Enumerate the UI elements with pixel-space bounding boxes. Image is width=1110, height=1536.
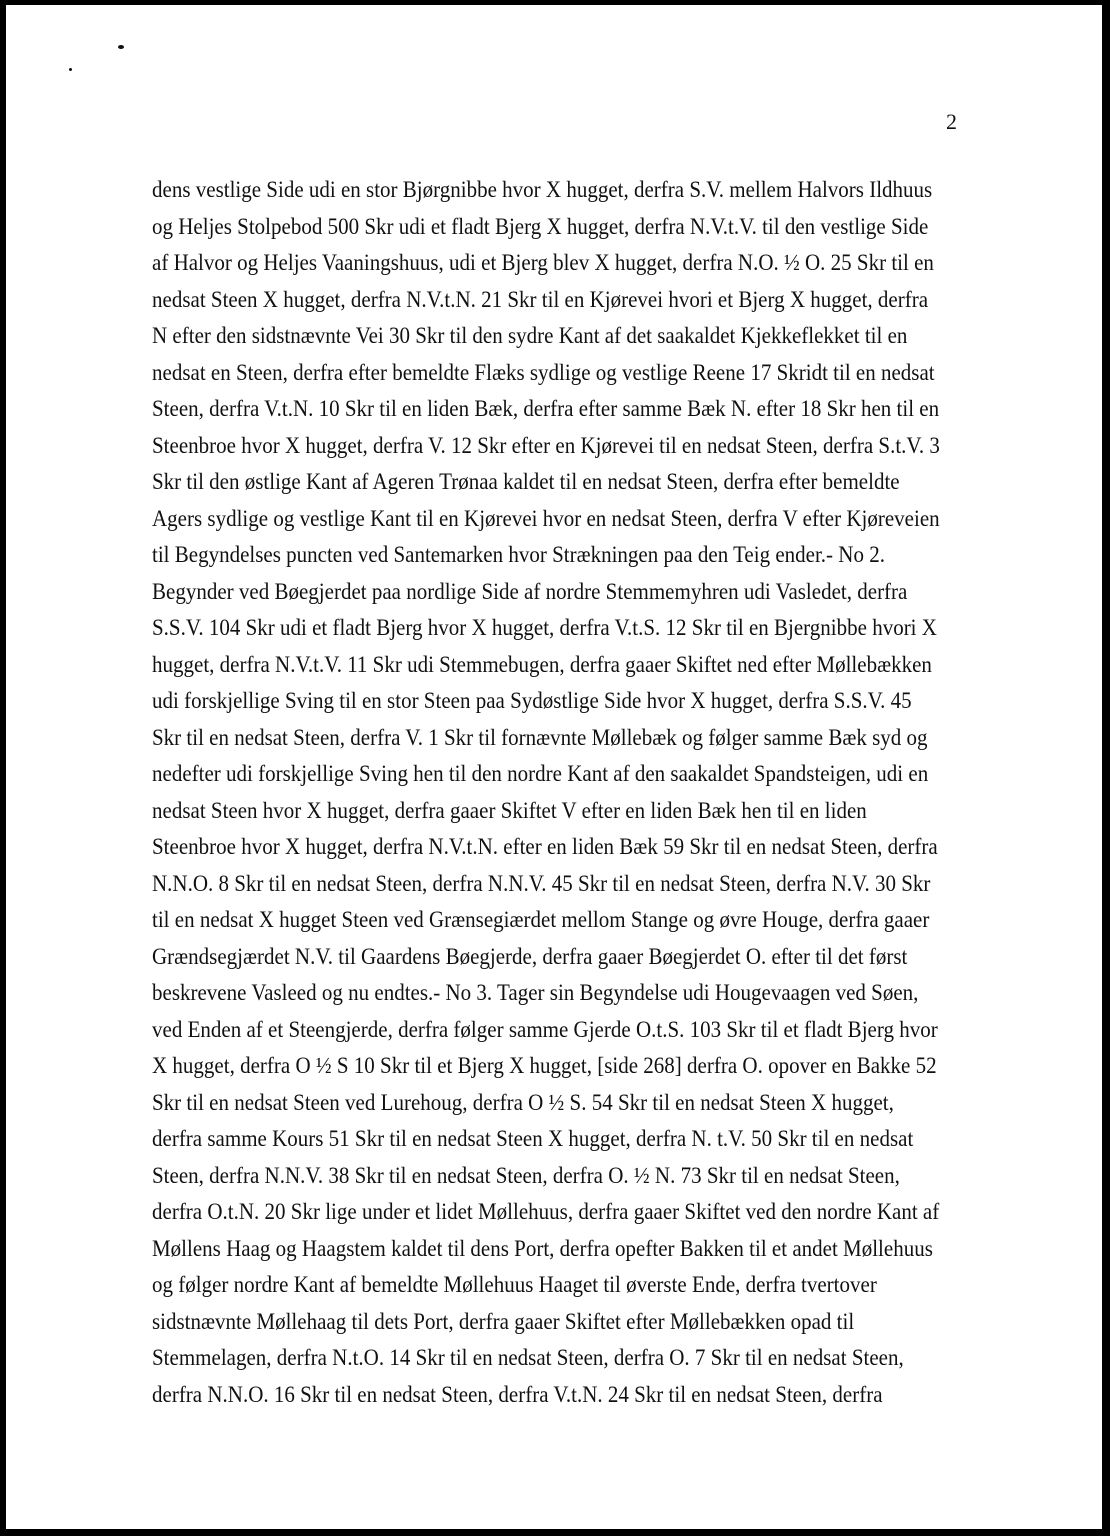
text-line: Steen, derfra V.t.N. 10 Skr til en liden Bæk, derfra efter samme Bæk N. efter 18 Skr hen til en xyxy=(152,394,940,422)
text-line: dens vestlige Side udi en stor Bjørgnibbe hvor X hugget, derfra S.V. mellem Halvors Ildhuus xyxy=(152,175,933,203)
text-line: derfra samme Kours 51 Skr til en nedsat Steen X hugget, derfra N. t.V. 50 Skr til en nedsat xyxy=(152,1124,914,1152)
text-line: og følger nordre Kant af bemeldte Møllehuus Haaget til øverste Ende, derfra tvertover xyxy=(152,1270,877,1298)
text-line: Agers sydlige og vestlige Kant til en Kjørevei hvor en nedsat Steen, derfra V efter Kjøreveien xyxy=(152,504,940,531)
text-line: N.N.O. 8 Skr til en nedsat Steen, derfra N.N.V. 45 Skr til en nedsat Steen, derfra N.V. 30 Skr xyxy=(152,869,931,896)
text-line: nedsat Steen X hugget, derfra N.V.t.N. 21 Skr til en Kjørevei hvori et Bjerg X hugget, derfra xyxy=(152,285,929,312)
text-line: nedsat en Steen, derfra efter bemeldte Flæks sydlige og vestlige Reene 17 Skridt til en nedsat xyxy=(152,358,935,385)
text-line: Skr til den østlige Kant af Ageren Trønaa kaldet til en nedsat Steen, derfra efter bemeldte xyxy=(152,467,900,495)
document-page xyxy=(6,5,1102,1529)
text-line: beskrevene Vasleed og nu endtes.- No 3. Tager sin Begyndelse udi Hougevaagen ved Søen, xyxy=(152,978,919,1006)
text-line: Steenbroe hvor X hugget, derfra N.V.t.N. efter en liden Bæk 59 Skr til en nedsat Steen, derfra xyxy=(152,832,938,860)
scan-speck xyxy=(69,68,72,71)
text-line: hugget, derfra N.V.t.V. 11 Skr udi Stemmebugen, derfra gaaer Skiftet ned efter Møllebækken xyxy=(152,650,932,677)
text-line: derfra O.t.N. 20 Skr lige under et lidet Møllehuus, derfra gaaer Skiftet ved den nordre Kant af xyxy=(152,1197,940,1225)
text-line: Møllens Haag og Haagstem kaldet til dens Port, derfra opefter Bakken til et andet Møllehuus xyxy=(152,1234,933,1261)
scan-speck xyxy=(118,45,124,49)
text-line: af Halvor og Heljes Vaaningshuus, udi et Bjerg blev X hugget, derfra N.O. ½ O. 25 Skr til en xyxy=(152,248,934,276)
text-line: N efter den sidstnævnte Vei 30 Skr til den sydre Kant af det saakaldet Kjekkeflekket til en xyxy=(152,321,908,349)
text-line: til en nedsat X hugget Steen ved Grænsegiærdet mellom Stange og øvre Houge, derfra gaaer xyxy=(152,905,930,933)
page-number: 2 xyxy=(946,109,957,134)
text-line: ved Enden af et Steengjerde, derfra følger samme Gjerde O.t.S. 103 Skr til et fladt Bjerg hvor xyxy=(152,1015,938,1042)
text-line: Stemmelagen, derfra N.t.O. 14 Skr til en nedsat Steen, derfra O. 7 Skr til en nedsat Steen, xyxy=(152,1343,904,1371)
text-line: Skr til en nedsat Steen, derfra V. 1 Skr til fornævnte Møllebæk og følger samme Bæk syd og xyxy=(152,723,928,750)
text-line: Steen, derfra N.N.V. 38 Skr til en nedsat Steen, derfra O. ½ N. 73 Skr til en nedsat Steen, xyxy=(152,1161,900,1188)
text-line: nedefter udi forskjellige Sving hen til den nordre Kant af den saakaldet Spandsteigen, udi en xyxy=(152,759,929,787)
text-line: sidstnævnte Møllehaag til dets Port, derfra gaaer Skiftet efter Møllebækken opad til xyxy=(152,1307,855,1334)
text-line: X hugget, derfra O ½ S 10 Skr til et Bjerg X hugget, [side 268] derfra O. opover en Bakke 52 xyxy=(152,1051,937,1079)
text-line: til Begyndelses puncten ved Santemarken hvor Strækningen paa den Teig ender.- No 2. xyxy=(152,540,885,568)
text-line: S.S.V. 104 Skr udi et fladt Bjerg hvor X hugget, derfra V.t.S. 12 Skr til en Bjergnibbe hvori X xyxy=(152,613,937,641)
text-line: Grændsegjærdet N.V. til Gaardens Bøegjerde, derfra gaaer Bøegjerdet O. efter til det først xyxy=(152,942,908,969)
text-line: Begynder ved Bøegjerdet paa nordlige Side af nordre Stemmemyhren udi Vasledet, derfra xyxy=(152,577,908,604)
body-text xyxy=(152,171,940,1412)
text-line: Steenbroe hvor X hugget, derfra V. 12 Skr efter en Kjørevei til en nedsat Steen, derfra S.t.V. 3 xyxy=(152,431,940,458)
text-line: derfra N.N.O. 16 Skr til en nedsat Steen, derfra V.t.N. 24 Skr til en nedsat Steen, derfra xyxy=(152,1380,883,1407)
text-line: og Heljes Stolpebod 500 Skr udi et fladt Bjerg X hugget, derfra N.V.t.V. til den vestlige Side xyxy=(152,212,929,239)
text-line: nedsat Steen hvor X hugget, derfra gaaer Skiftet V efter en liden Bæk hen til en liden xyxy=(152,796,867,823)
text-line: udi forskjellige Sving til en stor Steen paa Sydøstlige Side hvor X hugget, derfra S.S.V. 45 xyxy=(152,686,912,714)
text-line: Skr til en nedsat Steen ved Lurehoug, derfra O ½ S. 54 Skr til en nedsat Steen X hugget, xyxy=(152,1088,894,1115)
